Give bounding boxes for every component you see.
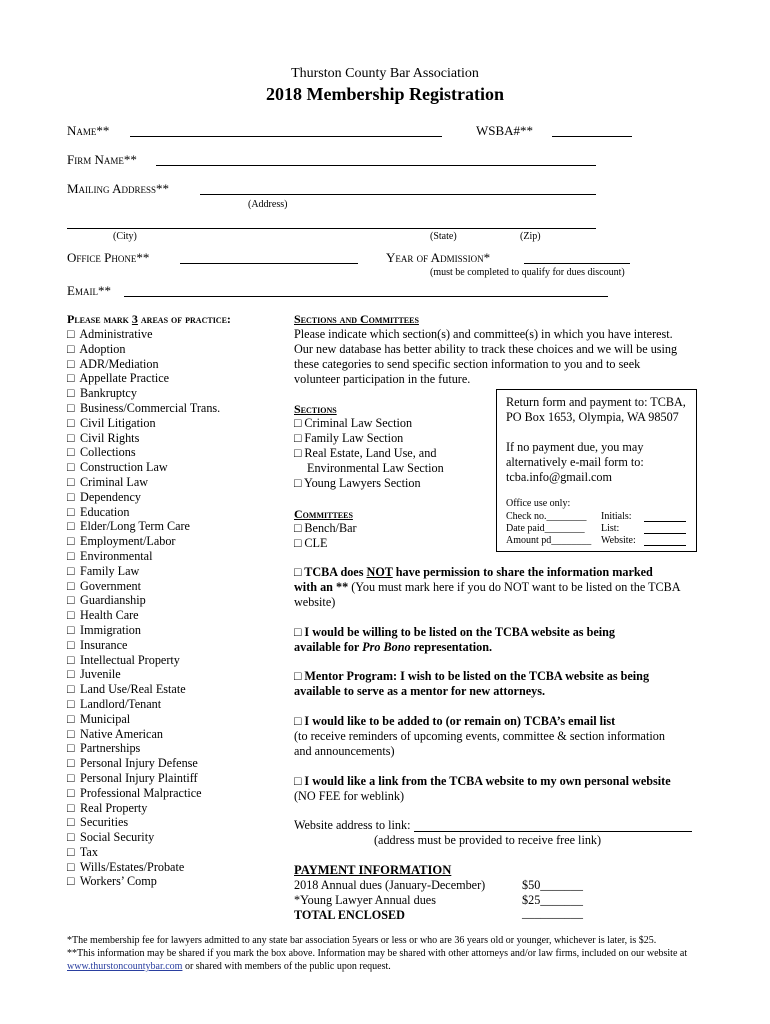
practice-item-label: Juvenile [80,667,121,682]
email-list-line3: and announcements) [294,744,395,758]
address-caption: (Address) [248,199,288,210]
young-dues-label: *Young Lawyer Annual dues [294,893,436,907]
committee-cle[interactable]: □ CLE [294,536,328,550]
checkbox-icon[interactable]: □ [67,859,75,874]
email-list-option[interactable]: □ I would like to be added to (or remain on) TCBA’s email list [294,714,616,728]
practice-item[interactable] [67,564,220,579]
section-young-lawyers[interactable]: □ Young Lawyers Section [294,476,421,490]
annual-dues-amount[interactable]: $50_______ [522,878,583,892]
total-amount[interactable]: __________ [522,906,583,920]
email-field[interactable] [124,296,608,297]
practice-item[interactable] [67,608,220,623]
checkbox-icon[interactable]: □ [67,622,75,637]
practice-item[interactable] [67,815,220,830]
firm-field[interactable] [156,165,596,166]
section-real-estate-cont: Environmental Law Section [307,461,444,475]
practice-item[interactable] [67,845,220,860]
checkbox-icon[interactable]: □ [67,519,75,534]
checkbox-icon[interactable]: □ [67,415,75,430]
practice-item-label: Construction Law [80,460,168,475]
practice-item[interactable] [67,697,220,712]
practice-item-label: Environmental [80,548,153,563]
checkbox-icon[interactable]: □ [67,608,75,623]
website-address-note: (address must be provided to receive free link) [374,833,602,847]
practice-item-label: Real Property [80,800,148,815]
checkbox-icon[interactable]: □ [67,770,75,785]
email-list-line2: (to receive reminders of upcoming events, committee & section information [294,729,665,743]
practice-item[interactable] [67,667,220,682]
practice-item[interactable] [67,579,220,594]
sections-committees-heading: Sections and Committees [294,312,419,326]
practice-item-label: Insurance [80,637,128,652]
footnote-3: www.thurstoncountybar.com or shared with members of the public upon request. [67,961,391,972]
practice-item[interactable] [67,519,220,534]
name-field[interactable] [130,136,442,137]
checkbox-icon[interactable]: □ [67,430,75,445]
checkbox-icon[interactable]: □ [67,593,75,608]
checkbox-icon[interactable]: □ [67,445,75,460]
practice-item[interactable] [67,534,220,549]
checkbox-icon[interactable]: □ [67,400,75,415]
practice-item[interactable] [67,830,220,845]
website-line [644,545,686,546]
checkbox-icon[interactable]: □ [67,711,75,726]
practice-item-label: Health Care [80,608,139,623]
practice-item[interactable] [67,357,220,372]
section-family-law[interactable]: □ Family Law Section [294,431,404,445]
checkbox-icon[interactable]: □ [67,800,75,815]
practice-item-label: Workers’ Comp [79,874,157,889]
return-line-3: If no payment due, you may [506,440,644,454]
practice-item[interactable] [67,786,220,801]
section-real-estate[interactable]: □ Real Estate, Land Use, and [294,446,437,460]
practice-item[interactable] [67,874,220,889]
practice-item[interactable] [67,475,220,490]
return-line-2: PO Box 1653, Olympia, WA 98507 [506,410,679,424]
footnote-2: **This information may be shared if you mark the box above. Information may be shared with other attorneys and/or law firms, included on our website at [67,948,688,959]
practice-item[interactable] [67,682,220,697]
practice-item-label: Collections [80,445,136,460]
payment-heading: PAYMENT INFORMATION [294,863,452,877]
checkbox-icon[interactable]: □ [67,327,75,341]
checkbox-icon[interactable]: □ [67,830,75,845]
intro-line-3: these categories to send specific section information to you and to seek [294,357,641,371]
practice-item-label: Personal Injury Defense [80,756,198,771]
checkbox-icon[interactable]: □ [67,563,75,578]
practice-item-label: Adoption [79,341,126,356]
practice-item[interactable] [67,505,220,520]
section-criminal-law[interactable]: □ Criminal Law Section [294,416,413,430]
checkbox-icon[interactable]: □ [67,682,75,697]
practice-item[interactable] [67,431,220,446]
checkbox-icon[interactable]: □ [67,667,75,682]
practice-item-label: Education [80,504,130,519]
practice-item-label: Wills/Estates/Probate [79,859,185,874]
practice-item[interactable] [67,593,220,608]
committees-heading: Committees [294,507,353,521]
practice-item-label: Municipal [80,711,131,726]
young-dues-amount[interactable]: $25_______ [522,893,583,907]
office-phone-field[interactable] [180,263,358,264]
mailing-field[interactable] [200,194,596,195]
practice-item-label: Employment/Labor [80,534,176,549]
list: List: [601,523,620,534]
checkbox-icon[interactable]: □ [67,844,75,859]
wsba-field[interactable] [552,136,632,137]
checkbox-icon[interactable]: □ [67,504,75,519]
checkbox-icon[interactable]: □ [67,489,75,504]
practice-item-label: Securities [80,815,129,830]
practice-item-label: Social Security [80,830,155,845]
date-paid: Date paid________ [506,523,585,534]
checkbox-icon[interactable]: □ [67,341,75,356]
website-address-label: Website address to link: [294,818,411,832]
page-title: 2018 Membership Registration [266,84,504,104]
practice-item[interactable] [67,342,220,357]
practice-item-label: Immigration [80,622,141,637]
practice-item-label: Civil Rights [80,430,140,445]
checkbox-icon[interactable]: □ [67,578,75,593]
city-state-zip-field[interactable] [67,228,596,229]
checkbox-icon[interactable]: □ [67,726,75,741]
practice-item-label: Administrative [79,327,153,341]
mentor-option-line2: available to serve as a mentor for new attorneys. [294,684,546,698]
practice-item-label: Family Law [80,563,140,578]
weblink-option[interactable]: □ I would like a link from the TCBA website to my own personal website [294,774,671,788]
intro-line-1: Please indicate which section(s) and committee(s) in which you have interest. [294,327,673,341]
practice-item[interactable] [67,741,220,756]
practice-item[interactable] [67,416,220,431]
checkbox-icon[interactable]: □ [67,534,75,549]
practice-item-label: Bankruptcy [80,386,137,401]
practice-item-label: ADR/Mediation [79,356,159,371]
weblink-line2: (NO FEE for weblink) [294,789,405,803]
practice-item-label: Native American [80,726,163,741]
mentor-option[interactable]: □ Mentor Program: I wish to be listed on the TCBA website as being [294,669,650,683]
checkbox-icon[interactable]: □ [67,460,75,475]
checkbox-icon[interactable]: □ [67,696,75,711]
email-label: Email** [67,283,111,298]
practice-item[interactable] [67,371,220,386]
return-line-1: Return form and payment to: TCBA, [506,395,686,409]
practice-item-label: Business/Commercial Trans. [80,400,221,415]
year-field[interactable] [524,263,630,264]
practice-item[interactable] [67,756,220,771]
committee-bench-bar[interactable]: □ Bench/Bar [294,521,357,535]
practice-item[interactable] [67,549,220,564]
checkbox-icon[interactable]: □ [67,874,75,889]
practice-item-label: Personal Injury Plaintiff [80,770,198,785]
practice-item[interactable] [67,860,220,875]
practice-item[interactable] [67,638,220,653]
practice-item[interactable] [67,801,220,816]
mailing-label: Mailing Address** [67,181,169,196]
checkbox-icon[interactable]: □ [67,815,75,830]
pro-bono-option-line2: available for Pro Bono representation. [294,640,493,654]
checkbox-icon[interactable]: □ [67,652,75,667]
practice-item-label: Guardianship [80,593,146,608]
website-address-field[interactable] [414,831,692,832]
city-caption: (City) [113,231,137,242]
return-line-4: alternatively e-mail form to: [506,455,644,469]
checkbox-icon[interactable]: □ [67,386,75,401]
state-caption: (State) [430,231,457,242]
practice-item-label: Professional Malpractice [80,785,202,800]
sections-heading: Sections [294,402,337,416]
checkbox-icon[interactable]: □ [67,741,75,756]
practice-item[interactable] [67,490,220,505]
practice-item-label: Appellate Practice [79,371,170,386]
practice-item[interactable] [67,653,220,668]
practice-item-label: Land Use/Real Estate [80,682,186,697]
practice-item[interactable] [67,712,220,727]
website-link[interactable]: www.thurstoncountybar.com [67,961,183,972]
office-phone-label: Office Phone** [67,250,150,265]
practice-item-label: Elder/Long Term Care [80,519,190,534]
practice-item[interactable] [67,386,220,401]
website: Website: [601,535,636,546]
practice-item-label: Partnerships [80,741,141,756]
year-label: Year of Admission* [386,250,491,265]
name-label: Name** [67,123,110,138]
practice-item-label: Civil Litigation [80,415,156,430]
check-no: Check no.________ [506,511,587,522]
practice-item-label: Criminal Law [80,474,149,489]
practice-item-label: Intellectual Property [80,652,180,667]
practice-heading: Please mark 3 areas of practice: [67,312,231,326]
list-line [644,533,686,534]
pro-bono-option[interactable]: □ I would be willing to be listed on the TCBA website as being [294,625,616,639]
practice-item[interactable] [67,727,220,742]
checkbox-icon[interactable]: □ [67,356,75,371]
intro-line-4: volunteer participation in the future. [294,372,471,386]
checkbox-icon[interactable]: □ [67,548,75,563]
zip-caption: (Zip) [520,231,541,242]
practice-item-label: Landlord/Tenant [80,696,162,711]
footnote-1: *The membership fee for lawyers admitted to any state bar association 5years or less or who are 36 years old or younger, whichever is later, is $25. [67,935,657,946]
checkbox-icon[interactable]: □ [67,785,75,800]
practice-item-label: Government [80,578,141,593]
practice-item[interactable] [67,327,220,342]
checkbox-icon[interactable]: □ [67,371,75,386]
practice-item-label: Tax [79,844,98,859]
intro-line-2: Our new database has better ability to track these choices and we will be using [294,342,678,356]
practice-list [67,327,220,889]
share-option[interactable]: □ TCBA does NOT have permission to share the information marked [294,565,653,579]
wsba-label: WSBA#** [476,123,534,138]
return-email: tcba.info@gmail.com [506,470,612,484]
checkbox-icon[interactable]: □ [67,637,75,652]
share-option-line3: website) [294,595,336,609]
amount-pd: Amount pd________ [506,535,592,546]
firm-label: Firm Name** [67,152,137,167]
annual-dues-label: 2018 Annual dues (January-December) [294,878,486,892]
practice-item[interactable] [67,771,220,786]
year-note: (must be completed to qualify for dues discount) [430,267,625,278]
checkbox-icon[interactable]: □ [67,474,75,489]
practice-item[interactable] [67,445,220,460]
initials: Initials: [601,511,632,522]
practice-item[interactable] [67,623,220,638]
share-option-line2: with an ** (You must mark here if you do NOT want to be listed on the TCBA [294,580,681,594]
practice-item-label: Dependency [80,489,141,504]
checkbox-icon[interactable]: □ [67,756,75,771]
org-name: Thurston County Bar Association [291,66,479,81]
initials-line [644,521,686,522]
practice-item[interactable] [67,401,220,416]
practice-item[interactable] [67,460,220,475]
total-label: TOTAL ENCLOSED [294,908,405,922]
office-use-label: Office use only: [506,498,571,509]
